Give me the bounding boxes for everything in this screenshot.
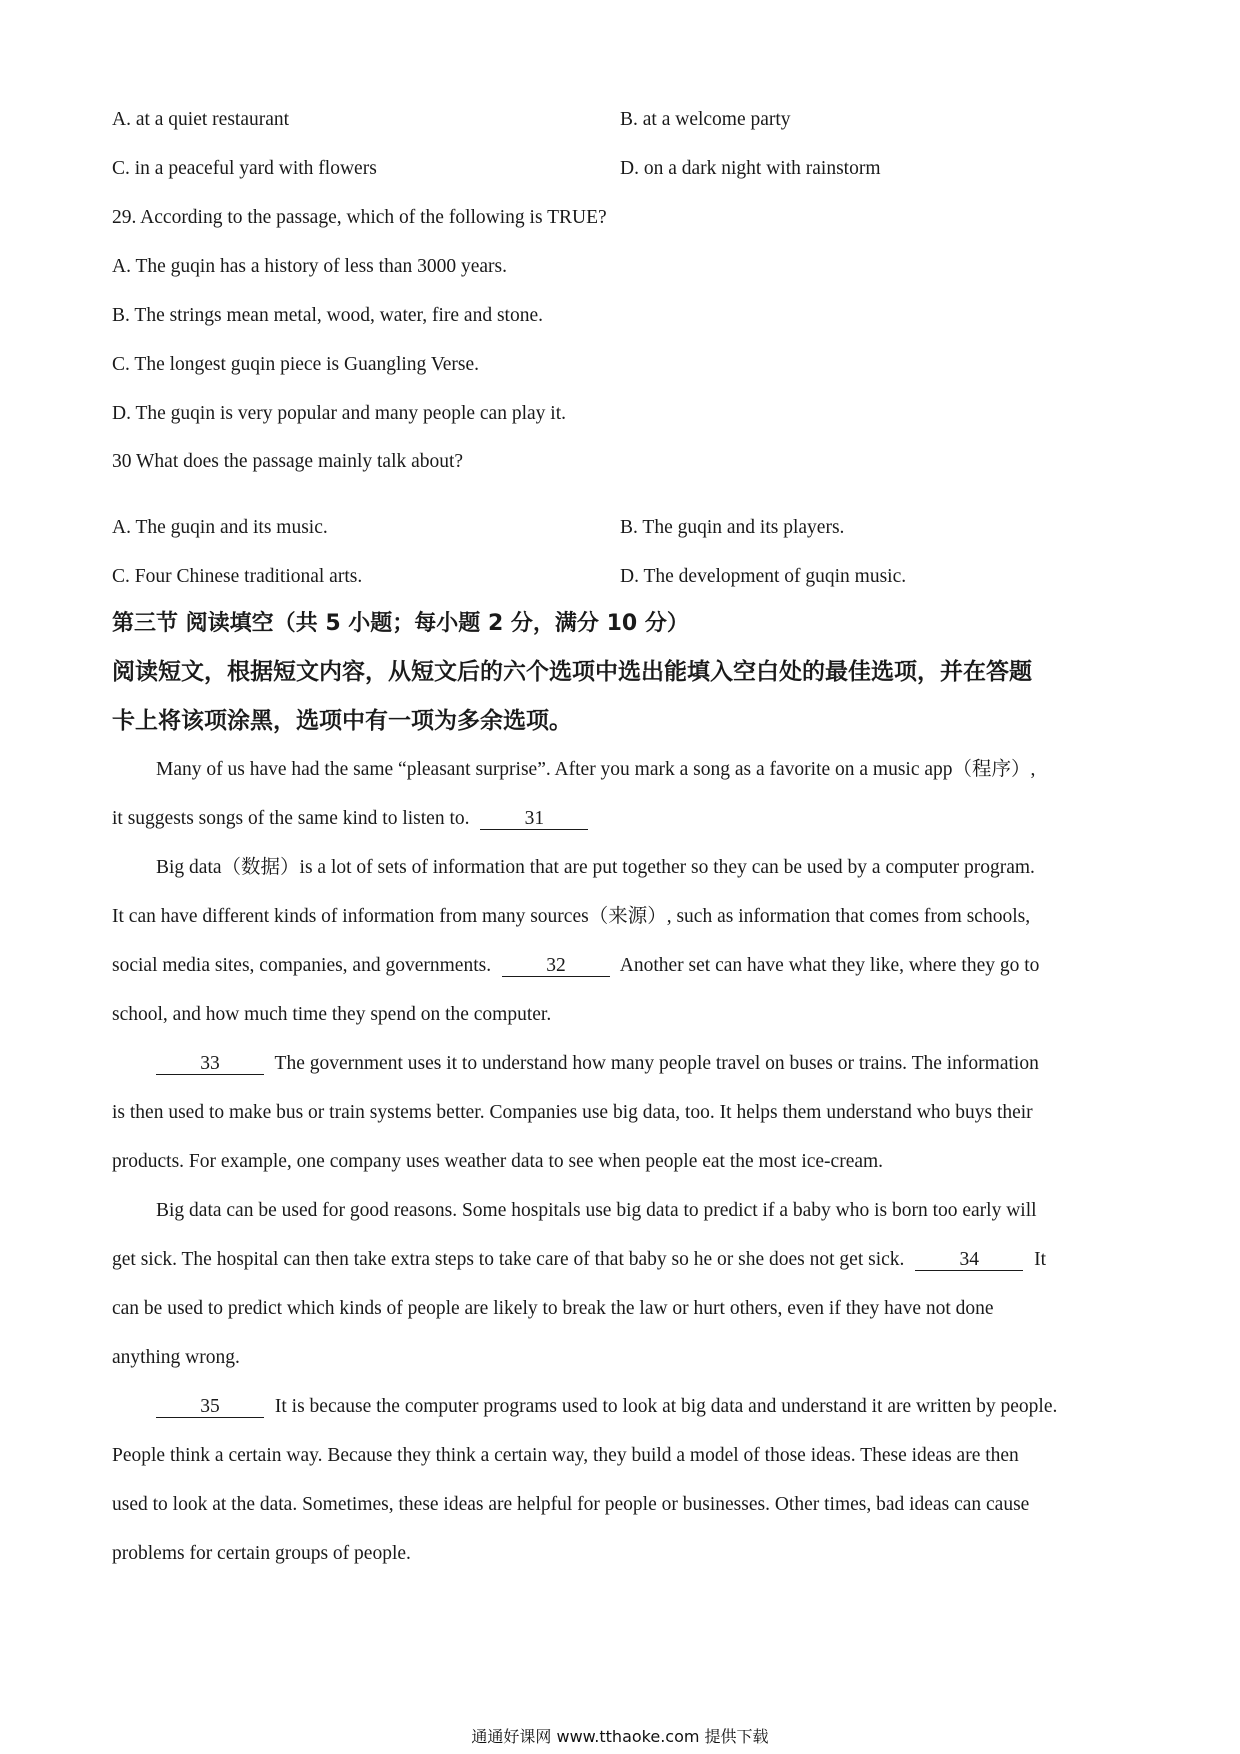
passage-p5-line-1: [156, 1394, 1057, 1420]
q28-option-b: B. at a welcome party: [620, 109, 791, 130]
q28-option-d: D. on a dark night with rainstorm: [620, 158, 881, 179]
passage-p5-line-4: problems for certain groups of people.: [112, 1543, 411, 1564]
section-instruction-line-1: 阅读短文，根据短文内容，从短文后的六个选项中选出能填入空白处的最佳选项，并在答题: [112, 659, 1032, 685]
q29-stem: 29. According to the passage, which of the following is TRUE?: [112, 207, 607, 228]
passage-p1-line-1: Many of us have had the same “pleasant surprise”. After you mark a song as a favorite on a music app（程序）,: [156, 759, 1036, 780]
section-title: 第三节 阅读填空（共 5 小题；每小题 2 分，满分 10 分）: [112, 611, 689, 636]
passage-p5-text: It is because the computer programs used to look at big data and understand it are written by people.: [274, 1396, 1058, 1417]
q30-stem: 30 What does the passage mainly talk about?: [112, 451, 464, 472]
blank-32: 32: [502, 956, 610, 977]
blank-33: 33: [156, 1054, 264, 1075]
passage-p5-line-2: People think a certain way. Because they think a certain way, they build a model of those ideas. These ideas are then: [112, 1445, 1019, 1466]
passage-p2-line-2: It can have different kinds of information from many sources（来源）, such as information that comes from schools,: [112, 906, 1031, 927]
passage-p4-line-1: Big data can be used for good reasons. Some hospitals use big data to predict if a baby who is born too early will: [156, 1200, 1037, 1221]
blank-34: 34: [915, 1250, 1023, 1271]
passage-p4-text-a: get sick. The hospital can then take extra steps to take care of that baby so he or she does not get sick.: [112, 1249, 905, 1270]
passage-p3-text: The government uses it to understand how many people travel on buses or trains. The information: [274, 1053, 1039, 1074]
q30-option-a: A. The guqin and its music.: [112, 517, 328, 538]
passage-p2-text-b: Another set can have what they like, where they go to: [619, 955, 1040, 976]
q28-option-a: A. at a quiet restaurant: [112, 109, 290, 130]
passage-p2-line-4: school, and how much time they spend on the computer.: [112, 1004, 552, 1025]
passage-p3-line-1: [156, 1051, 1039, 1077]
q30-option-c: C. Four Chinese traditional arts.: [112, 566, 363, 587]
passage-p3-line-2: is then used to make bus or train systems better. Companies use big data, too. It helps them understand who buys their: [112, 1102, 1033, 1123]
passage-p2-line-3: [112, 953, 1039, 979]
q29-option-b: B. The strings mean metal, wood, water, fire and stone.: [112, 305, 543, 326]
passage-p1-text: it suggests songs of the same kind to listen to.: [112, 808, 470, 829]
passage-p2-line-1: Big data（数据）is a lot of sets of information that are put together so they can be used by a computer program.: [156, 857, 1035, 878]
q29-option-a: A. The guqin has a history of less than 3000 years.: [112, 256, 507, 277]
blank-35: 35: [156, 1397, 264, 1418]
q29-option-d: D. The guqin is very popular and many people can play it.: [112, 403, 566, 424]
q30-option-b: B. The guqin and its players.: [620, 517, 845, 538]
q29-option-c: C. The longest guqin piece is Guangling Verse.: [112, 354, 480, 375]
passage-p2-text-a: social media sites, companies, and governments.: [112, 955, 492, 976]
q28-option-c: C. in a peaceful yard with flowers: [112, 158, 377, 179]
passage-p5-line-3: used to look at the data. Sometimes, these ideas are helpful for people or businesses. Other times, bad ideas can cause: [112, 1494, 1030, 1515]
passage-p4-line-3: can be used to predict which kinds of people are likely to break the law or hurt others, even if they have not done: [112, 1298, 994, 1319]
blank-31: 31: [480, 809, 588, 830]
passage-p4-line-2: [112, 1247, 1046, 1273]
page-footer: 通通好课网 www.tthaoke.com 提供下载: [471, 1727, 769, 1746]
passage-p1-line-2: [112, 806, 588, 832]
passage-p4-line-4: anything wrong.: [112, 1347, 240, 1368]
passage-p3-line-3: products. For example, one company uses weather data to see when people eat the most ice-cream.: [112, 1151, 884, 1172]
section-instruction-line-2: 卡上将该项涂黑，选项中有一项为多余选项。: [112, 708, 572, 734]
q30-option-d: D. The development of guqin music.: [620, 566, 907, 587]
passage-p4-text-b: It: [1034, 1249, 1047, 1270]
